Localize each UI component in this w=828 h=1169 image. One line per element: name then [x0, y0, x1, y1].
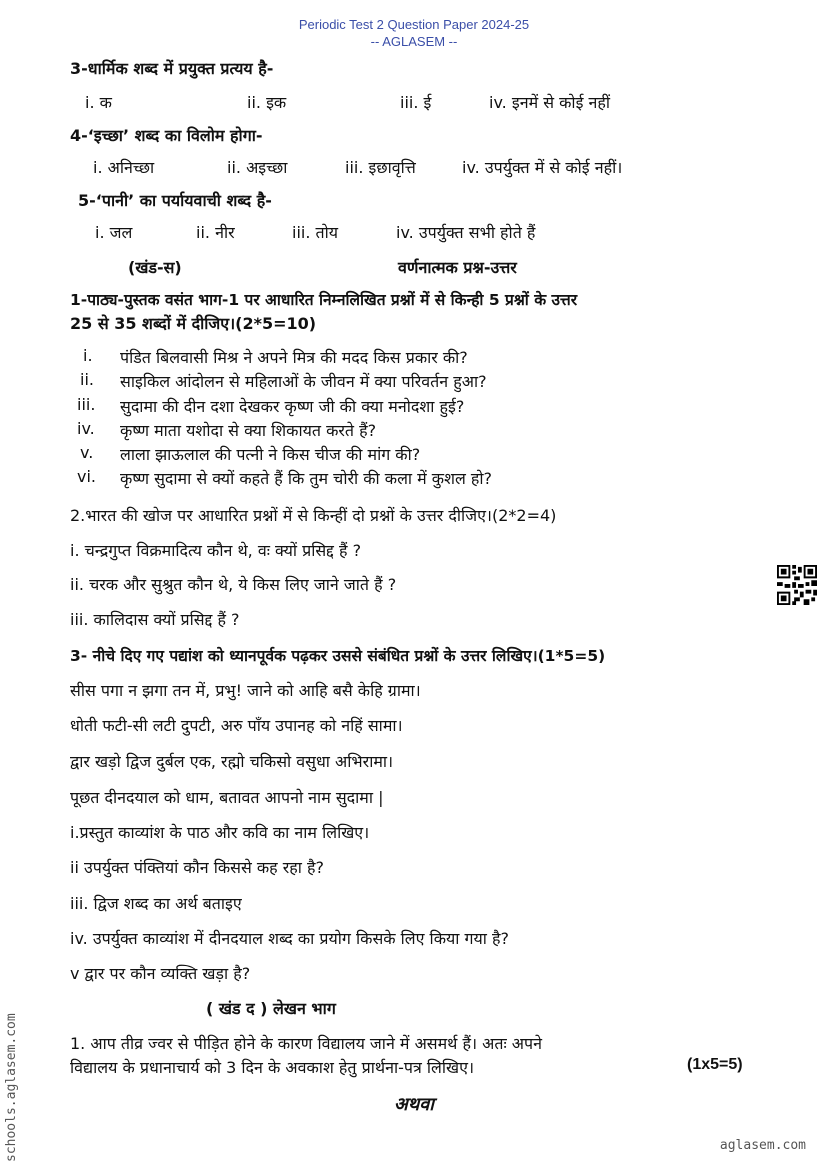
q4-option-4: iv. उपर्युक्त में से कोई नहीं। — [462, 158, 623, 177]
wq1-marks: (1x5=5) — [687, 1056, 743, 1073]
q3-option-3: iii. ई — [400, 93, 432, 112]
poem-line: पूछत दीनदयाल को धाम, बतावत आपनो नाम सुदामा | — [70, 788, 384, 807]
q4-option-1: i. अनिच्छा — [93, 158, 155, 177]
sq3-text: 3- नीचे दिए गए पद्यांश को ध्यानपूर्वक पढ़कर उससे संबंधित प्रश्नों के उत्तर लिखिए।(1*5=5) — [70, 647, 606, 665]
side-watermark: schools.aglasem.com — [4, 1013, 19, 1162]
sq1-item-text: सुदामा की दीन दशा देखकर कृष्ण जी की क्या मनोदशा हुई? — [120, 397, 465, 416]
footer-watermark: aglasem.com — [719, 1138, 806, 1153]
wq1-text-line1: 1. आप तीव्र ज्वर से पीड़ित होने के कारण विद्यालय जाने में असमर्थ हैं। अतः अपने — [70, 1034, 542, 1053]
question-4: 4-‘इच्छा’ शब्द का विलोम होगा- — [70, 126, 263, 145]
poem-line: सीस पगा न झगा तन में, प्रभु! जाने को आहि बसै केहि ग्रामा। — [70, 681, 421, 700]
sq1-item-num: iii. — [77, 395, 96, 414]
sq1-item-text: कृष्ण माता यशोदा से क्या शिकायत करते हैं? — [120, 421, 377, 440]
sq1-item-num: ii. — [80, 370, 94, 389]
sq1-item-text: लाला झाऊलाल की पत्नी ने किस चीज की मांग की? — [120, 445, 421, 464]
q5-option-2: ii. नीर — [196, 223, 235, 242]
section-d-title: ( खंड द ) लेखन भाग — [206, 999, 336, 1018]
sq2-item-2: ii. चरक और सुश्रुत कौन थे, ये किस लिए जाने जाते हैं ? — [70, 575, 397, 594]
wq1-text-line2: विद्यालय के प्रधानाचार्य को 3 दिन के अवकाश हेतु प्रार्थना-पत्र लिखिए। — [70, 1058, 475, 1077]
sq1-item-text: साइकिल आंदोलन से महिलाओं के जीवन में क्या परिवर्तन हुआ? — [120, 372, 487, 391]
qr-code-icon — [777, 565, 817, 605]
poem-line: धोती फटी-सी लटी दुपटी, अरु पाँय उपानह को नहिं सामा। — [70, 716, 403, 735]
section-c-label: (खंड-स) — [128, 258, 182, 277]
q4-option-3: iii. इछावृत्ति — [345, 158, 416, 177]
header-source: -- AGLASEM -- — [370, 34, 458, 49]
q5-option-4: iv. उपर्युक्त सभी होते हैं — [396, 223, 536, 242]
sq1-item-num: i. — [83, 346, 93, 365]
q3-option-2: ii. इक — [247, 93, 287, 112]
sq3-item-5: v द्वार पर कौन व्यक्ति खड़ा है? — [70, 964, 251, 983]
sq1-item-text: कृष्ण सुदामा से क्यों कहते हैं कि तुम चोरी की कला में कुशल हो? — [120, 469, 493, 488]
sq2-item-3: iii. कालिदास क्यों प्रसिद्द हैं ? — [70, 610, 240, 629]
or-separator: अथवा — [394, 1094, 434, 1115]
sq3-item-2: ii उपर्युक्त पंक्तियां कौन किससे कह रहा है? — [70, 858, 325, 877]
sq1-text-line1: 1-पाठ्य-पुस्तक वसंत भाग-1 पर आधारित निम्नलिखित प्रश्नों में से किन्ही 5 प्रश्नों के उत्तर — [70, 291, 578, 309]
header-title: Periodic Test 2 Question Paper 2024-25 — [298, 17, 530, 32]
sq3-item-3: iii. द्विज शब्द का अर्थ बताइए — [70, 894, 242, 913]
question-5: 5-‘पानी’ का पर्यायवाची शब्द है- — [78, 191, 272, 210]
q5-option-3: iii. तोय — [292, 223, 339, 242]
q4-option-2: ii. अइच्छा — [227, 158, 288, 177]
q5-option-1: i. जल — [95, 223, 133, 242]
sq2-text: 2.भारत की खोज पर आधारित प्रश्नों में से किन्हीं दो प्रश्नों के उत्तर दीजिए।(2*2=4) — [70, 506, 557, 525]
sq1-item-text: पंडित बिलवासी मिश्र ने अपने मित्र की मदद किस प्रकार की? — [120, 348, 468, 367]
sq3-item-1: i.प्रस्तुत काव्यांश के पाठ और कवि का नाम लिखिए। — [70, 823, 370, 842]
question-3: 3-धार्मिक शब्द में प्रयुक्त प्रत्यय है- — [70, 59, 274, 78]
poem-line: द्वार खड़ो द्विज दुर्बल एक, रह्मो चकिसो वसुधा अभिरामा। — [70, 752, 394, 771]
sq1-item-num: iv. — [77, 419, 95, 438]
q3-option-4: iv. इनमें से कोई नहीं — [489, 93, 611, 112]
section-c-title: वर्णनात्मक प्रश्न-उत्तर — [398, 258, 517, 277]
sq1-item-num: vi. — [77, 467, 96, 486]
sq1-text-line2: 25 से 35 शब्दों में दीजिए।(2*5=10) — [70, 314, 317, 333]
sq2-item-1: i. चन्द्रगुप्त विक्रमादित्य कौन थे, वः क्यों प्रसिद्द हैं ? — [70, 541, 362, 560]
sq3-item-4: iv. उपर्युक्त काव्यांश में दीनदयाल शब्द का प्रयोग किसके लिए किया गया है? — [70, 929, 510, 948]
sq1-item-num: v. — [80, 443, 94, 462]
q3-option-1: i. क — [85, 93, 112, 112]
